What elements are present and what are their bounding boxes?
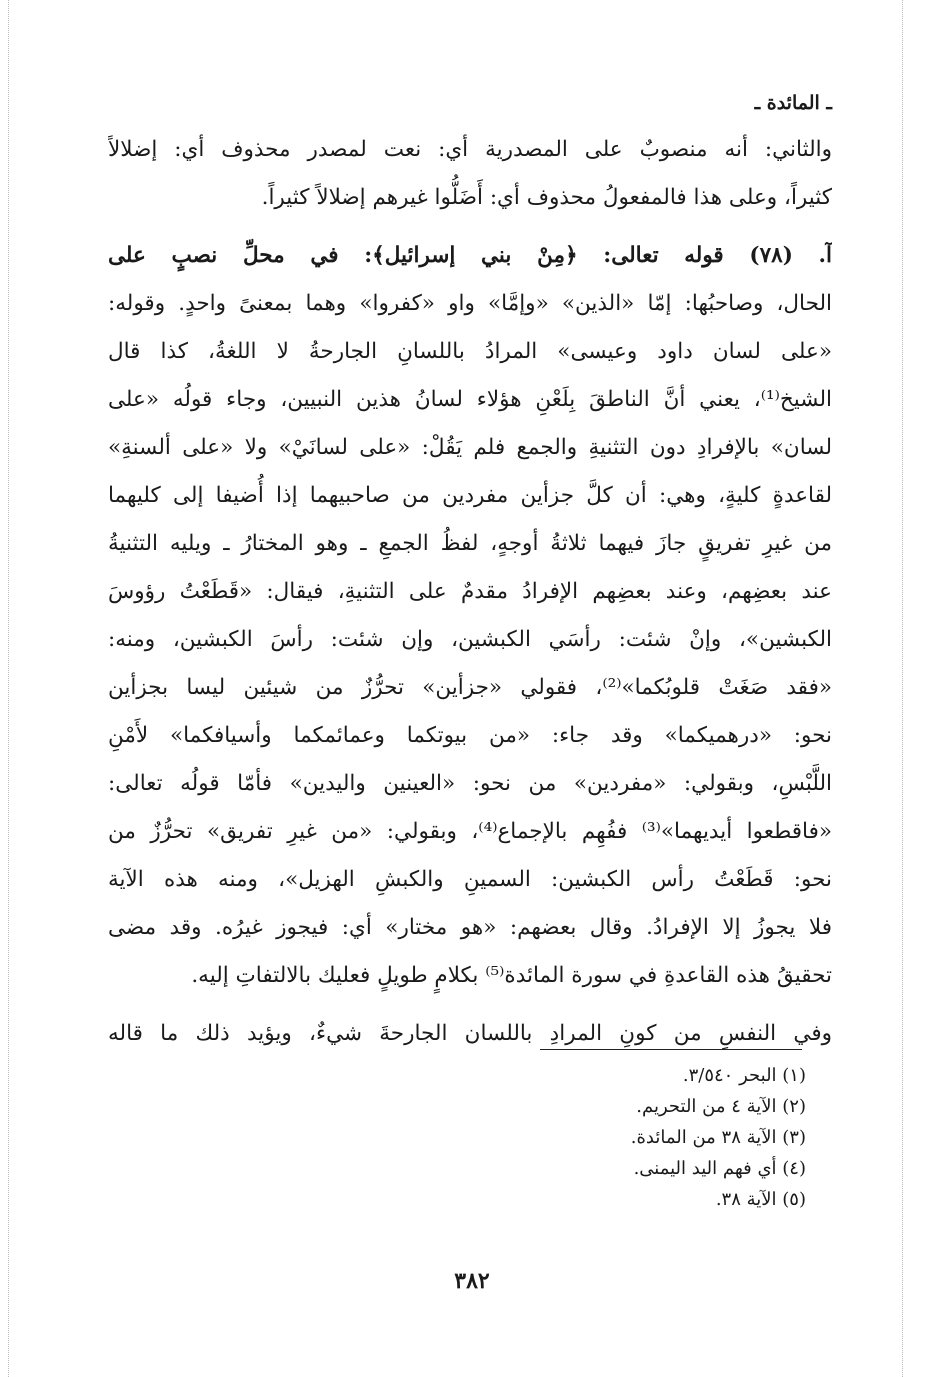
scan-margin-dots — [8, 0, 9, 1377]
text-line: «فقد صَغَتْ قلوبُكما»⁽²⁾، فقولي «جزأين» تحرُّزٌ من شيئين ليسا بجزأين — [108, 675, 832, 700]
footnote: (٣) الآية ٣٨ من المائدة. — [630, 1127, 806, 1148]
text-line: والثاني: أنه منصوبٌ على المصدرية أي: نعت لمصدر محذوف أي: إضلالاً — [108, 137, 832, 162]
text-line: نحو: قَطَعْتُ رأس الكبشين: السمينِ والكبشِ الهزيل»، ومنه هذه الآية — [108, 867, 832, 892]
text-line: الحال، وصاحبُها: إمّا «الذين» «وإمَّا» واو «كفروا» وهما بمعنىً واحدٍ. وقوله: — [108, 291, 832, 316]
running-head: ـ المائدة ـ — [754, 92, 832, 114]
text-line: الشيخ⁽¹⁾، يعني أنَّ الناطقَ بِلَعْنِ هؤلاء لسانُ هذين النبيين، وجاء قولُه «على — [108, 387, 832, 412]
footnote: (٢) الآية ٤ من التحريم. — [636, 1096, 806, 1117]
text-line: نحو: «درهميكما» وقد جاء: «من بيوتكما وعمائمكما وأسيافكما» لأَمْنِ — [108, 723, 832, 748]
text-line: لقاعدةٍ كليةٍ، وهي: أن كلَّ جزأين مفردين من صاحبيهما إذا أُضيفا إلى كليهما — [108, 483, 832, 508]
text-line: عند بعضِهم، وعند بعضِهم الإفرادُ مقدمٌ على التثنيةِ، فيقال: «قَطَعْتُ رؤوسَ — [108, 579, 832, 604]
text-line: فلا يجوزُ إلا الإفرادُ. وقال بعضهم: «هو مختار» أي: فيجوز غيرُه. وقد مضى — [108, 915, 832, 940]
text-line: اللَّبْسِ، وبقولي: «مفردين» من نحو: «العينين واليدين» فأمّا قولُه تعالى: — [108, 771, 832, 796]
text-line: الكبشين»، وإنْ شئت: رأسَي الكبشين، وإن شئت: رأسَ الكبشين، ومنه: — [108, 627, 832, 652]
verse-heading: آ. (٧٨) قوله تعالى: ﴿مِنْ بني إسرائيل﴾: في محلِّ نصبٍ على — [108, 243, 832, 268]
text-line: تحقيقُ هذه القاعدةِ في سورة المائدة⁽⁵⁾ بكلامٍ طويلٍ فعليك بالالتفاتِ إليه. — [191, 963, 832, 988]
text-line: «على لسان داود وعيسى» المرادُ باللسانِ الجارحةُ لا اللغةُ، كذا قال — [108, 339, 832, 364]
main-text — [108, 126, 832, 1058]
footnotes — [506, 1060, 806, 1215]
text-line: وفي النفسِ من كونِ المرادِ باللسان الجارحةَ شيءٌ، ويؤيد ذلك ما قاله — [108, 1021, 832, 1046]
footnote: (١) البحر ٣/٥٤٠. — [682, 1065, 806, 1086]
scan-margin-dots — [902, 0, 903, 1377]
footnote-divider — [540, 1049, 802, 1050]
footnote: (٤) أي فهم اليد اليمنى. — [633, 1158, 806, 1179]
footnote: (٥) الآية ٣٨. — [715, 1189, 806, 1210]
page-number: ٣٨٢ — [454, 1268, 490, 1294]
text-line: لسان» بالإفرادِ دون التثنيةِ والجمع فلم يَقُلْ: «على لسانَيْ» ولا «على ألسنةِ» — [108, 435, 832, 460]
text-line: من غيرِ تفريقٍ جازَ فيهما ثلاثةُ أوجهٍ، لفظُ الجمعِ ـ وهو المختارُ ـ ويليه التثنيةُ — [108, 531, 832, 556]
text-line: كثيراً، وعلى هذا فالمفعولُ محذوف أي: أَضَلُّوا غيرهم إضلالاً كثيراً. — [261, 185, 832, 210]
text-line: «فاقطعوا أيديهما»⁽³⁾ ففُهِم بالإجماع⁽⁴⁾، وبقولي: «من غيرِ تفريق» تحرُّزٌ من — [108, 819, 832, 844]
